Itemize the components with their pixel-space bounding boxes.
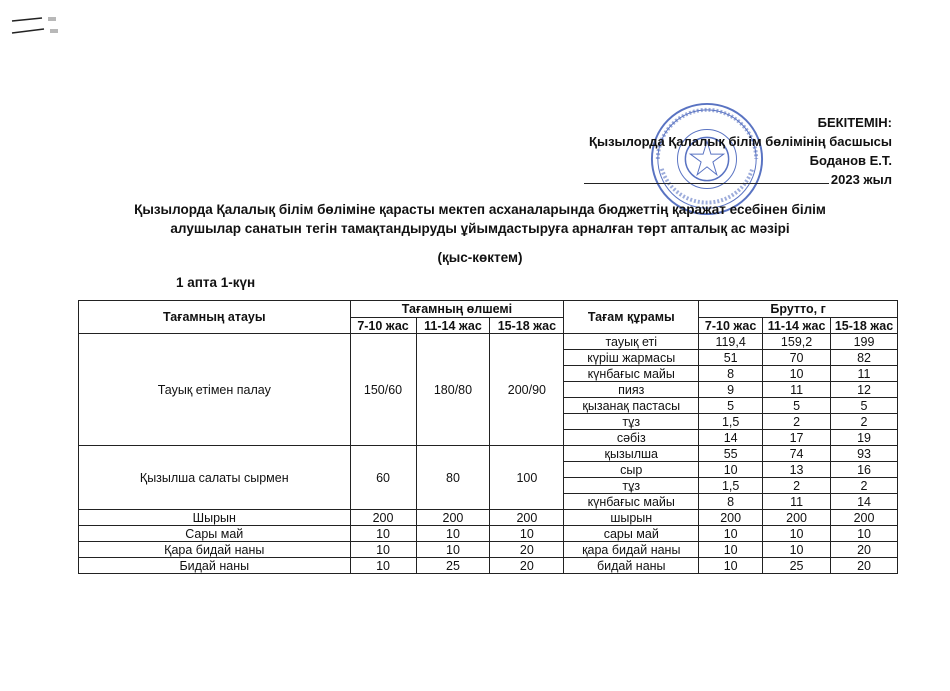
gross-value-cell: 55 [699, 446, 763, 462]
header-gross-age-7-10: 7-10 жас [699, 318, 763, 334]
gross-value-cell: 119,4 [699, 334, 763, 350]
title-line-1: Қызылорда Қалалық білім бөліміне қарасты мектеп асханаларында бюджеттің қаражат есебінен білім [134, 202, 826, 217]
ingredient-name-cell: тауық еті [564, 334, 699, 350]
portion-cell: 10 [350, 542, 416, 558]
header-gross: Брутто, г [699, 301, 898, 318]
gross-value-cell: 17 [763, 430, 831, 446]
ingredient-name-cell: сары май [564, 526, 699, 542]
gross-value-cell: 8 [699, 366, 763, 382]
portion-cell: 10 [416, 526, 490, 542]
header-gross-age-11-14: 11-14 жас [763, 318, 831, 334]
gross-value-cell: 2 [831, 478, 898, 494]
gross-value-cell: 11 [831, 366, 898, 382]
table-row [79, 510, 898, 526]
portion-cell: 20 [490, 558, 564, 574]
signature-line [584, 183, 829, 184]
portion-cell: 20 [490, 542, 564, 558]
approval-heading: БЕКІТЕМІН: [817, 115, 892, 130]
gross-value-cell: 19 [831, 430, 898, 446]
dish-name-cell: Шырын [79, 510, 351, 526]
ingredient-name-cell: пияз [564, 382, 699, 398]
header-age-7-10: 7-10 жас [350, 318, 416, 334]
portion-cell: 60 [350, 446, 416, 510]
gross-value-cell: 9 [699, 382, 763, 398]
gross-value-cell: 200 [763, 510, 831, 526]
dish-name-cell: Бидай наны [79, 558, 351, 574]
header-gross-age-15-18: 15-18 жас [831, 318, 898, 334]
portion-cell: 10 [490, 526, 564, 542]
dish-name-cell: Тауық етімен палау [79, 334, 351, 446]
gross-value-cell: 11 [763, 494, 831, 510]
portion-cell: 80 [416, 446, 490, 510]
table-row [79, 526, 898, 542]
gross-value-cell: 93 [831, 446, 898, 462]
gross-value-cell: 10 [699, 462, 763, 478]
gross-value-cell: 25 [763, 558, 831, 574]
menu-table [78, 300, 898, 574]
gross-value-cell: 14 [831, 494, 898, 510]
gross-value-cell: 10 [699, 542, 763, 558]
table-row [79, 334, 898, 350]
header-dish-name: Тағамның атауы [79, 301, 351, 334]
dish-name-cell: Сары май [79, 526, 351, 542]
gross-value-cell: 16 [831, 462, 898, 478]
portion-cell: 10 [350, 526, 416, 542]
ingredient-name-cell: тұз [564, 414, 699, 430]
gross-value-cell: 12 [831, 382, 898, 398]
day-label: 1 апта 1-күн [176, 275, 256, 290]
ingredient-name-cell: шырын [564, 510, 699, 526]
ingredient-name-cell: бидай наны [564, 558, 699, 574]
gross-value-cell: 1,5 [699, 478, 763, 494]
table-row [79, 558, 898, 574]
gross-value-cell: 159,2 [763, 334, 831, 350]
gross-value-cell: 20 [831, 542, 898, 558]
gross-value-cell: 2 [763, 478, 831, 494]
ingredient-name-cell: сыр [564, 462, 699, 478]
gross-value-cell: 82 [831, 350, 898, 366]
header-age-11-14: 11-14 жас [416, 318, 490, 334]
title-line-2: алушылар санатын тегін тамақтандыруды ұйымдастыруға арналған төрт апталық ас мәзірі [170, 221, 790, 236]
gross-value-cell: 51 [699, 350, 763, 366]
season-label: (қыс-көктем) [437, 250, 523, 265]
dish-name-cell: Қара бидай наны [79, 542, 351, 558]
menu-table-body [79, 334, 898, 574]
header-composition: Тағам құрамы [564, 301, 699, 334]
portion-cell: 100 [490, 446, 564, 510]
gross-value-cell: 74 [763, 446, 831, 462]
ingredient-name-cell: қызылша [564, 446, 699, 462]
gross-value-cell: 2 [831, 414, 898, 430]
table-row [79, 446, 898, 462]
gross-value-cell: 20 [831, 558, 898, 574]
header-age-15-18: 15-18 жас [490, 318, 564, 334]
gross-value-cell: 1,5 [699, 414, 763, 430]
gross-value-cell: 10 [763, 526, 831, 542]
gross-value-cell: 2 [763, 414, 831, 430]
approval-position: Қызылорда Қалалық білім бөлімінің басшысы [589, 134, 892, 149]
ingredient-name-cell: қызанақ пастасы [564, 398, 699, 414]
document-title [120, 200, 840, 238]
gross-value-cell: 10 [763, 366, 831, 382]
portion-cell: 200 [350, 510, 416, 526]
gross-value-cell: 8 [699, 494, 763, 510]
ingredient-name-cell: күнбағыс майы [564, 366, 699, 382]
portion-cell: 150/60 [350, 334, 416, 446]
approval-block [584, 113, 892, 189]
gross-value-cell: 14 [699, 430, 763, 446]
approval-year: 2023 жыл [830, 172, 892, 187]
ingredient-name-cell: тұз [564, 478, 699, 494]
portion-cell: 200 [490, 510, 564, 526]
ingredient-name-cell: күріш жармасы [564, 350, 699, 366]
gross-value-cell: 13 [763, 462, 831, 478]
gross-value-cell: 200 [699, 510, 763, 526]
header-portion: Тағамның өлшемі [350, 301, 564, 318]
gross-value-cell: 200 [831, 510, 898, 526]
gross-value-cell: 10 [831, 526, 898, 542]
portion-cell: 200 [416, 510, 490, 526]
portion-cell: 200/90 [490, 334, 564, 446]
ingredient-name-cell: қара бидай наны [564, 542, 699, 558]
approval-year-line [584, 170, 892, 189]
table-row [79, 542, 898, 558]
gross-value-cell: 5 [831, 398, 898, 414]
portion-cell: 10 [350, 558, 416, 574]
approval-signer: Боданов Е.Т. [809, 153, 892, 168]
ingredient-name-cell: сәбіз [564, 430, 699, 446]
gross-value-cell: 70 [763, 350, 831, 366]
dish-name-cell: Қызылша салаты сырмен [79, 446, 351, 510]
portion-cell: 25 [416, 558, 490, 574]
gross-value-cell: 10 [699, 526, 763, 542]
portion-cell: 180/80 [416, 334, 490, 446]
ingredient-name-cell: күнбағыс майы [564, 494, 699, 510]
gross-value-cell: 5 [699, 398, 763, 414]
gross-value-cell: 199 [831, 334, 898, 350]
portion-cell: 10 [416, 542, 490, 558]
gross-value-cell: 10 [763, 542, 831, 558]
gross-value-cell: 11 [763, 382, 831, 398]
gross-value-cell: 10 [699, 558, 763, 574]
gross-value-cell: 5 [763, 398, 831, 414]
corner-pen-mark [8, 12, 68, 42]
